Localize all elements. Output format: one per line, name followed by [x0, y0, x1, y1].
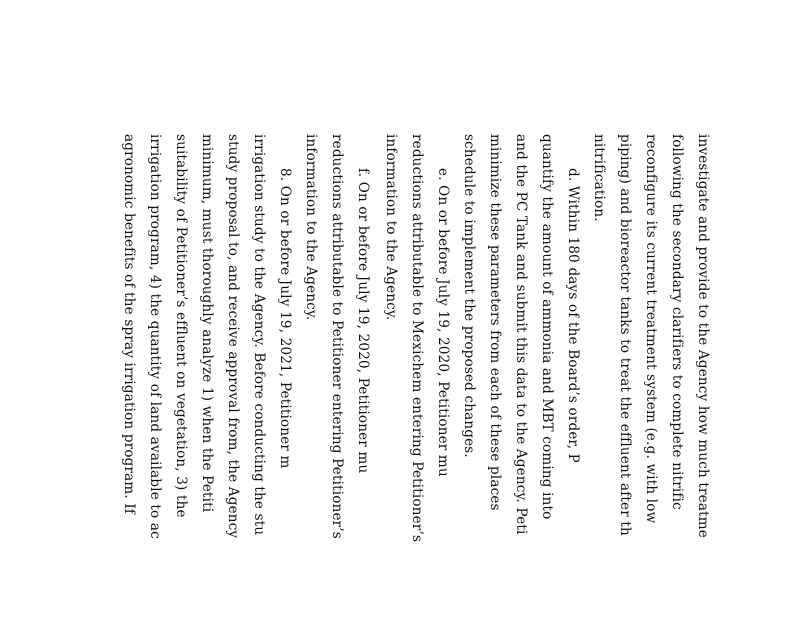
- line-text: reductions attributable to Petitioner entering Petitioner’s: [329, 134, 345, 539]
- text-line: [506, 0, 536, 618]
- line-text: quantify the amount of ammonia and MBT coming into: [539, 134, 555, 520]
- text-line: [322, 0, 352, 618]
- text-line: [244, 0, 274, 618]
- line-text: agronomic benefits of the spray irrigation program. If: [121, 134, 137, 515]
- text-line: [558, 0, 588, 618]
- text-line: [348, 0, 378, 618]
- text-line: [480, 0, 510, 618]
- text-line: [454, 0, 484, 618]
- text-line: [296, 0, 326, 618]
- line-text: piping) and bioreactor tanks to treat the effluent after th: [617, 134, 633, 536]
- line-text: d. Within 180 days of the Board’s order, P: [565, 168, 581, 463]
- line-text: irrigation study to the Agency. Before conducting the stu: [251, 134, 267, 536]
- text-line: [636, 0, 666, 618]
- text-line: [428, 0, 458, 618]
- text-line: [114, 0, 144, 618]
- line-text: 8. On or before July 19, 2021, Petitioner m: [277, 168, 293, 469]
- text-line: [218, 0, 248, 618]
- text-line: [402, 0, 432, 618]
- line-text: nitrification.: [591, 134, 607, 222]
- text-line: [584, 0, 614, 618]
- text-line: [662, 0, 692, 618]
- text-line: [166, 0, 196, 618]
- text-line: [610, 0, 640, 618]
- text-line: [140, 0, 170, 618]
- line-text: information to the Agency.: [303, 134, 319, 321]
- line-text: and the PC Tank and submit this data to the Agency. Peti: [513, 134, 529, 535]
- line-text: reconfigure its current treatment system (e.g. with low: [643, 134, 659, 524]
- text-line: [376, 0, 406, 618]
- text-line: [192, 0, 222, 618]
- text-line: [532, 0, 562, 618]
- line-text: investigate and provide to the Agency how much treatme: [695, 134, 711, 538]
- text-line: [270, 0, 300, 618]
- line-text: information to the Agency.: [383, 134, 399, 321]
- line-text: study proposal to, and receive approval from, the Agency: [225, 134, 241, 539]
- line-text: suitability of Petitioner’s effluent on vegetation, 3) the: [173, 134, 189, 518]
- line-text: f. On or before July 19, 2020, Petitioner mu: [355, 168, 371, 474]
- line-text: schedule to implement the proposed changes.: [461, 134, 477, 458]
- line-text: reductions attributable to Mexichem entering Petitioner’s: [409, 134, 425, 543]
- line-text: following the secondary clarifiers to complete nitrific: [669, 134, 685, 510]
- line-text: minimum, must thoroughly analyze 1) when the Petiti: [199, 134, 215, 513]
- line-text: irrigation program, 4) the quantity of land available to ac: [147, 134, 163, 539]
- line-text: minimize these parameters from each of these places: [487, 134, 503, 511]
- text-line: [688, 0, 718, 618]
- line-text: e. On or before July 19, 2020, Petitioner mu: [435, 168, 451, 477]
